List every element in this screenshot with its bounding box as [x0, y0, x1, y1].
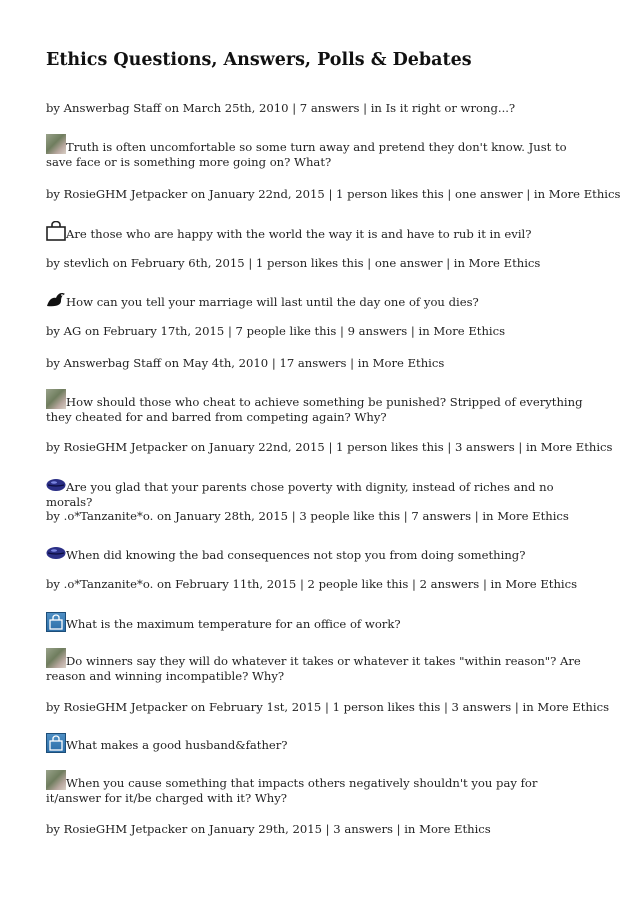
question-text[interactable]: How should those who cheat to achieve something be punished? Stripped of everything they cheated for and barred from competing again? Why?	[46, 395, 583, 424]
meta-line	[46, 356, 586, 371]
lips-avatar-icon	[46, 474, 66, 494]
meta-text: by RosieGHM Jetpacker on January 22nd, 2015 | 1 person likes this | 3 answers | in More Ethics	[46, 440, 613, 454]
question-text[interactable]: Are those who are happy with the world the way it is and have to rub it in evil?	[66, 227, 532, 241]
meta-text: by .o*Tanzanite*o. on January 28th, 2015 | 3 people like this | 7 answers | in More Ethics	[46, 509, 569, 523]
meta-line	[46, 101, 586, 116]
meta-text: by Answerbag Staff on March 25th, 2010 | 7 answers | in Is it right or wrong...?	[46, 101, 516, 115]
question-item[interactable]	[46, 770, 586, 806]
question-text[interactable]: Are you glad that your parents chose poverty with dignity, instead of riches and no morals?	[46, 480, 554, 509]
page-title: Ethics Questions, Answers, Polls & Debates	[46, 50, 472, 70]
meta-text: by .o*Tanzanite*o. on February 11th, 2015 | 2 people like this | 2 answers | in More Ethics	[46, 577, 578, 591]
meta-text: by RosieGHM Jetpacker on February 1st, 2015 | 1 person likes this | 3 answers | in More Ethics	[46, 700, 610, 714]
question-item[interactable]	[46, 221, 586, 242]
meta-line	[46, 256, 586, 271]
default-avatar-icon	[46, 733, 66, 753]
meta-line	[46, 187, 621, 202]
meta-text: by stevlich on February 6th, 2015 | 1 person likes this | one answer | in More Ethics	[46, 256, 541, 270]
photo-avatar-icon	[46, 389, 66, 409]
bird-avatar-icon	[46, 289, 66, 309]
meta-line	[46, 324, 586, 339]
question-item[interactable]	[46, 389, 586, 425]
meta-text: by Answerbag Staff on May 4th, 2010 | 17 answers | in More Ethics	[46, 356, 445, 370]
photo-avatar-icon	[46, 770, 66, 790]
question-item[interactable]	[46, 733, 586, 753]
meta-line	[46, 509, 586, 524]
question-item[interactable]	[46, 648, 586, 684]
question-item[interactable]	[46, 134, 586, 170]
default-avatar-icon	[46, 612, 66, 632]
meta-line	[46, 577, 586, 592]
question-text[interactable]: How can you tell your marriage will last until the day one of you dies?	[66, 295, 479, 309]
lips-avatar-icon	[46, 542, 66, 562]
photo-avatar-icon	[46, 134, 66, 154]
question-item[interactable]	[46, 612, 586, 632]
question-text[interactable]: When you cause something that impacts others negatively shouldn't you pay for it/answer for it/be charged with it? Why?	[46, 776, 538, 805]
question-text[interactable]: Do winners say they will do whatever it takes or whatever it takes "within reason"? Are reason and winning incompatible? Why?	[46, 654, 581, 683]
meta-text: by AG on February 17th, 2015 | 7 people like this | 9 answers | in More Ethics	[46, 324, 506, 338]
meta-line	[46, 700, 610, 715]
lock-avatar-icon	[46, 221, 66, 241]
meta-text: by RosieGHM Jetpacker on January 29th, 2015 | 3 answers | in More Ethics	[46, 822, 491, 836]
question-text[interactable]: When did knowing the bad consequences not stop you from doing something?	[66, 548, 526, 562]
meta-text: by RosieGHM Jetpacker on January 22nd, 2015 | 1 person likes this | one answer | in More Ethics	[46, 187, 621, 201]
question-item[interactable]	[46, 289, 586, 310]
meta-line	[46, 822, 586, 837]
question-text[interactable]: What is the maximum temperature for an office of work?	[66, 617, 401, 631]
question-text[interactable]: What makes a good husband&father?	[66, 738, 288, 752]
photo-avatar-icon	[46, 648, 66, 668]
meta-line	[46, 440, 613, 455]
question-item[interactable]	[46, 542, 586, 563]
question-item[interactable]	[46, 474, 586, 510]
question-text[interactable]: Truth is often uncomfortable so some turn away and pretend they don't know. Just to save face or is something more going on? What?	[46, 140, 567, 169]
